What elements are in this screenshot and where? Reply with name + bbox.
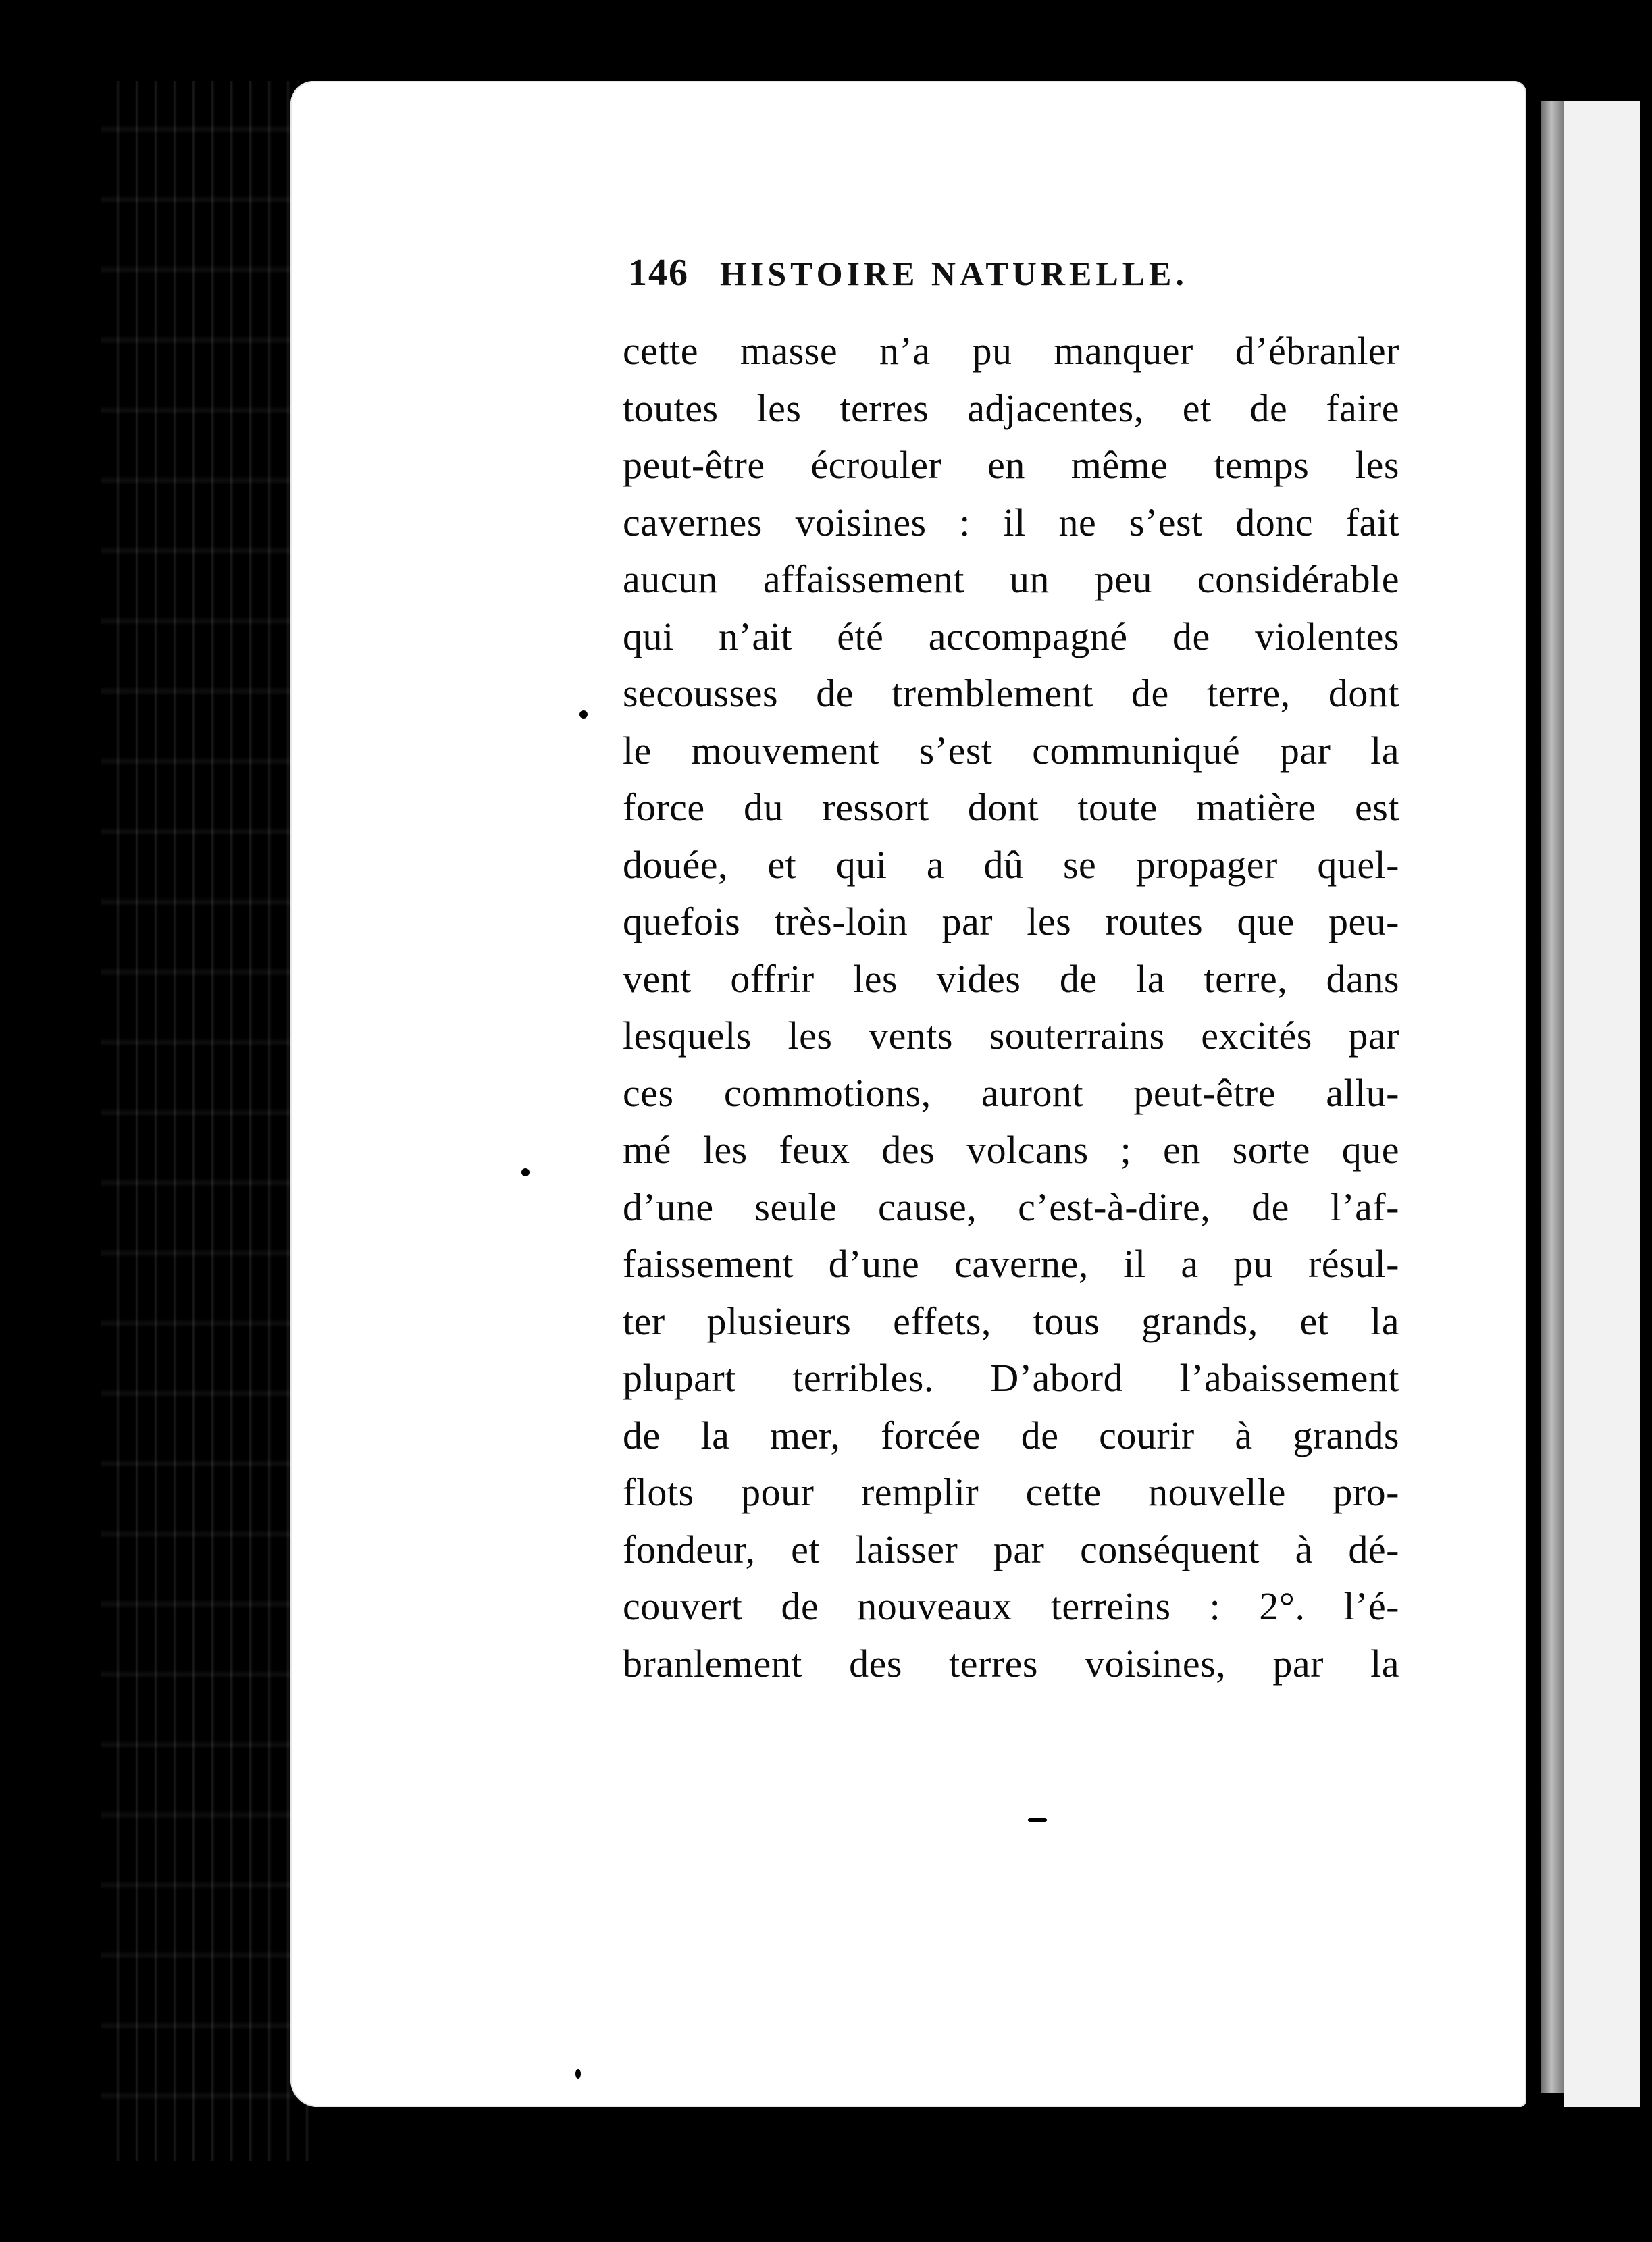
ink-speck [579, 710, 588, 719]
text-line: mé les feux des volcans ; en sorte que [623, 1128, 1399, 1172]
text-line: ces commotions, auront peut-être allu- [623, 1070, 1399, 1115]
adjacent-page-edge [1541, 101, 1564, 2093]
text-line: branlement des terres voisines, par la [623, 1641, 1399, 1686]
text-line: lesquels les vents souterrains excités par [623, 1014, 1399, 1058]
text-line: flots pour remplir cette nouvelle pro- [623, 1470, 1399, 1514]
text-line: cavernes voisines : il ne s’est donc fait [623, 500, 1399, 544]
book-binding-edge [101, 81, 317, 2161]
text-line: fondeur, et laisser par conséquent à dé- [623, 1527, 1399, 1571]
ink-speck [575, 2069, 581, 2079]
text-line: douée, et qui a dû se propager quel- [623, 842, 1399, 887]
text-line: qui n’ait été accompagné de violentes [623, 614, 1399, 658]
text-line: aucun affaissement un peu considérable [623, 557, 1399, 601]
text-line: d’une seule cause, c’est-à-dire, de l’af- [623, 1184, 1399, 1229]
adjacent-page [1564, 101, 1640, 2107]
running-title: HISTOIRE NATURELLE. [720, 255, 1188, 292]
text-line: faissement d’une caverne, il a pu résul- [623, 1242, 1399, 1286]
ink-speck [1028, 1818, 1047, 1822]
text-line: ter plusieurs effets, tous grands, et la [623, 1299, 1399, 1343]
text-line: peut-être écrouler en même temps les [623, 443, 1399, 487]
page-number: 146 [628, 252, 689, 294]
text-line: cette masse n’a pu manquer d’ébranler [623, 329, 1399, 373]
text-line: secousses de tremblement de terre, dont [623, 671, 1399, 715]
text-line: couvert de nouveaux terreins : 2°. l’é- [623, 1584, 1399, 1628]
ink-speck [521, 1168, 530, 1176]
text-line: de la mer, forcée de courir à grands [623, 1413, 1399, 1457]
running-head [628, 251, 1331, 305]
body-text [623, 323, 1399, 1692]
text-line: force du ressort dont toute matière est [623, 785, 1399, 829]
text-line: quefois très-loin par les routes que peu- [623, 900, 1399, 943]
text-line: le mouvement s’est communiqué par la [623, 728, 1399, 773]
text-line: plupart terribles. D’abord l’abaissement [623, 1356, 1399, 1400]
text-line: vent offrir les vides de la terre, dans [623, 956, 1399, 1001]
text-line: toutes les terres adjacentes, et de faire [623, 386, 1399, 430]
